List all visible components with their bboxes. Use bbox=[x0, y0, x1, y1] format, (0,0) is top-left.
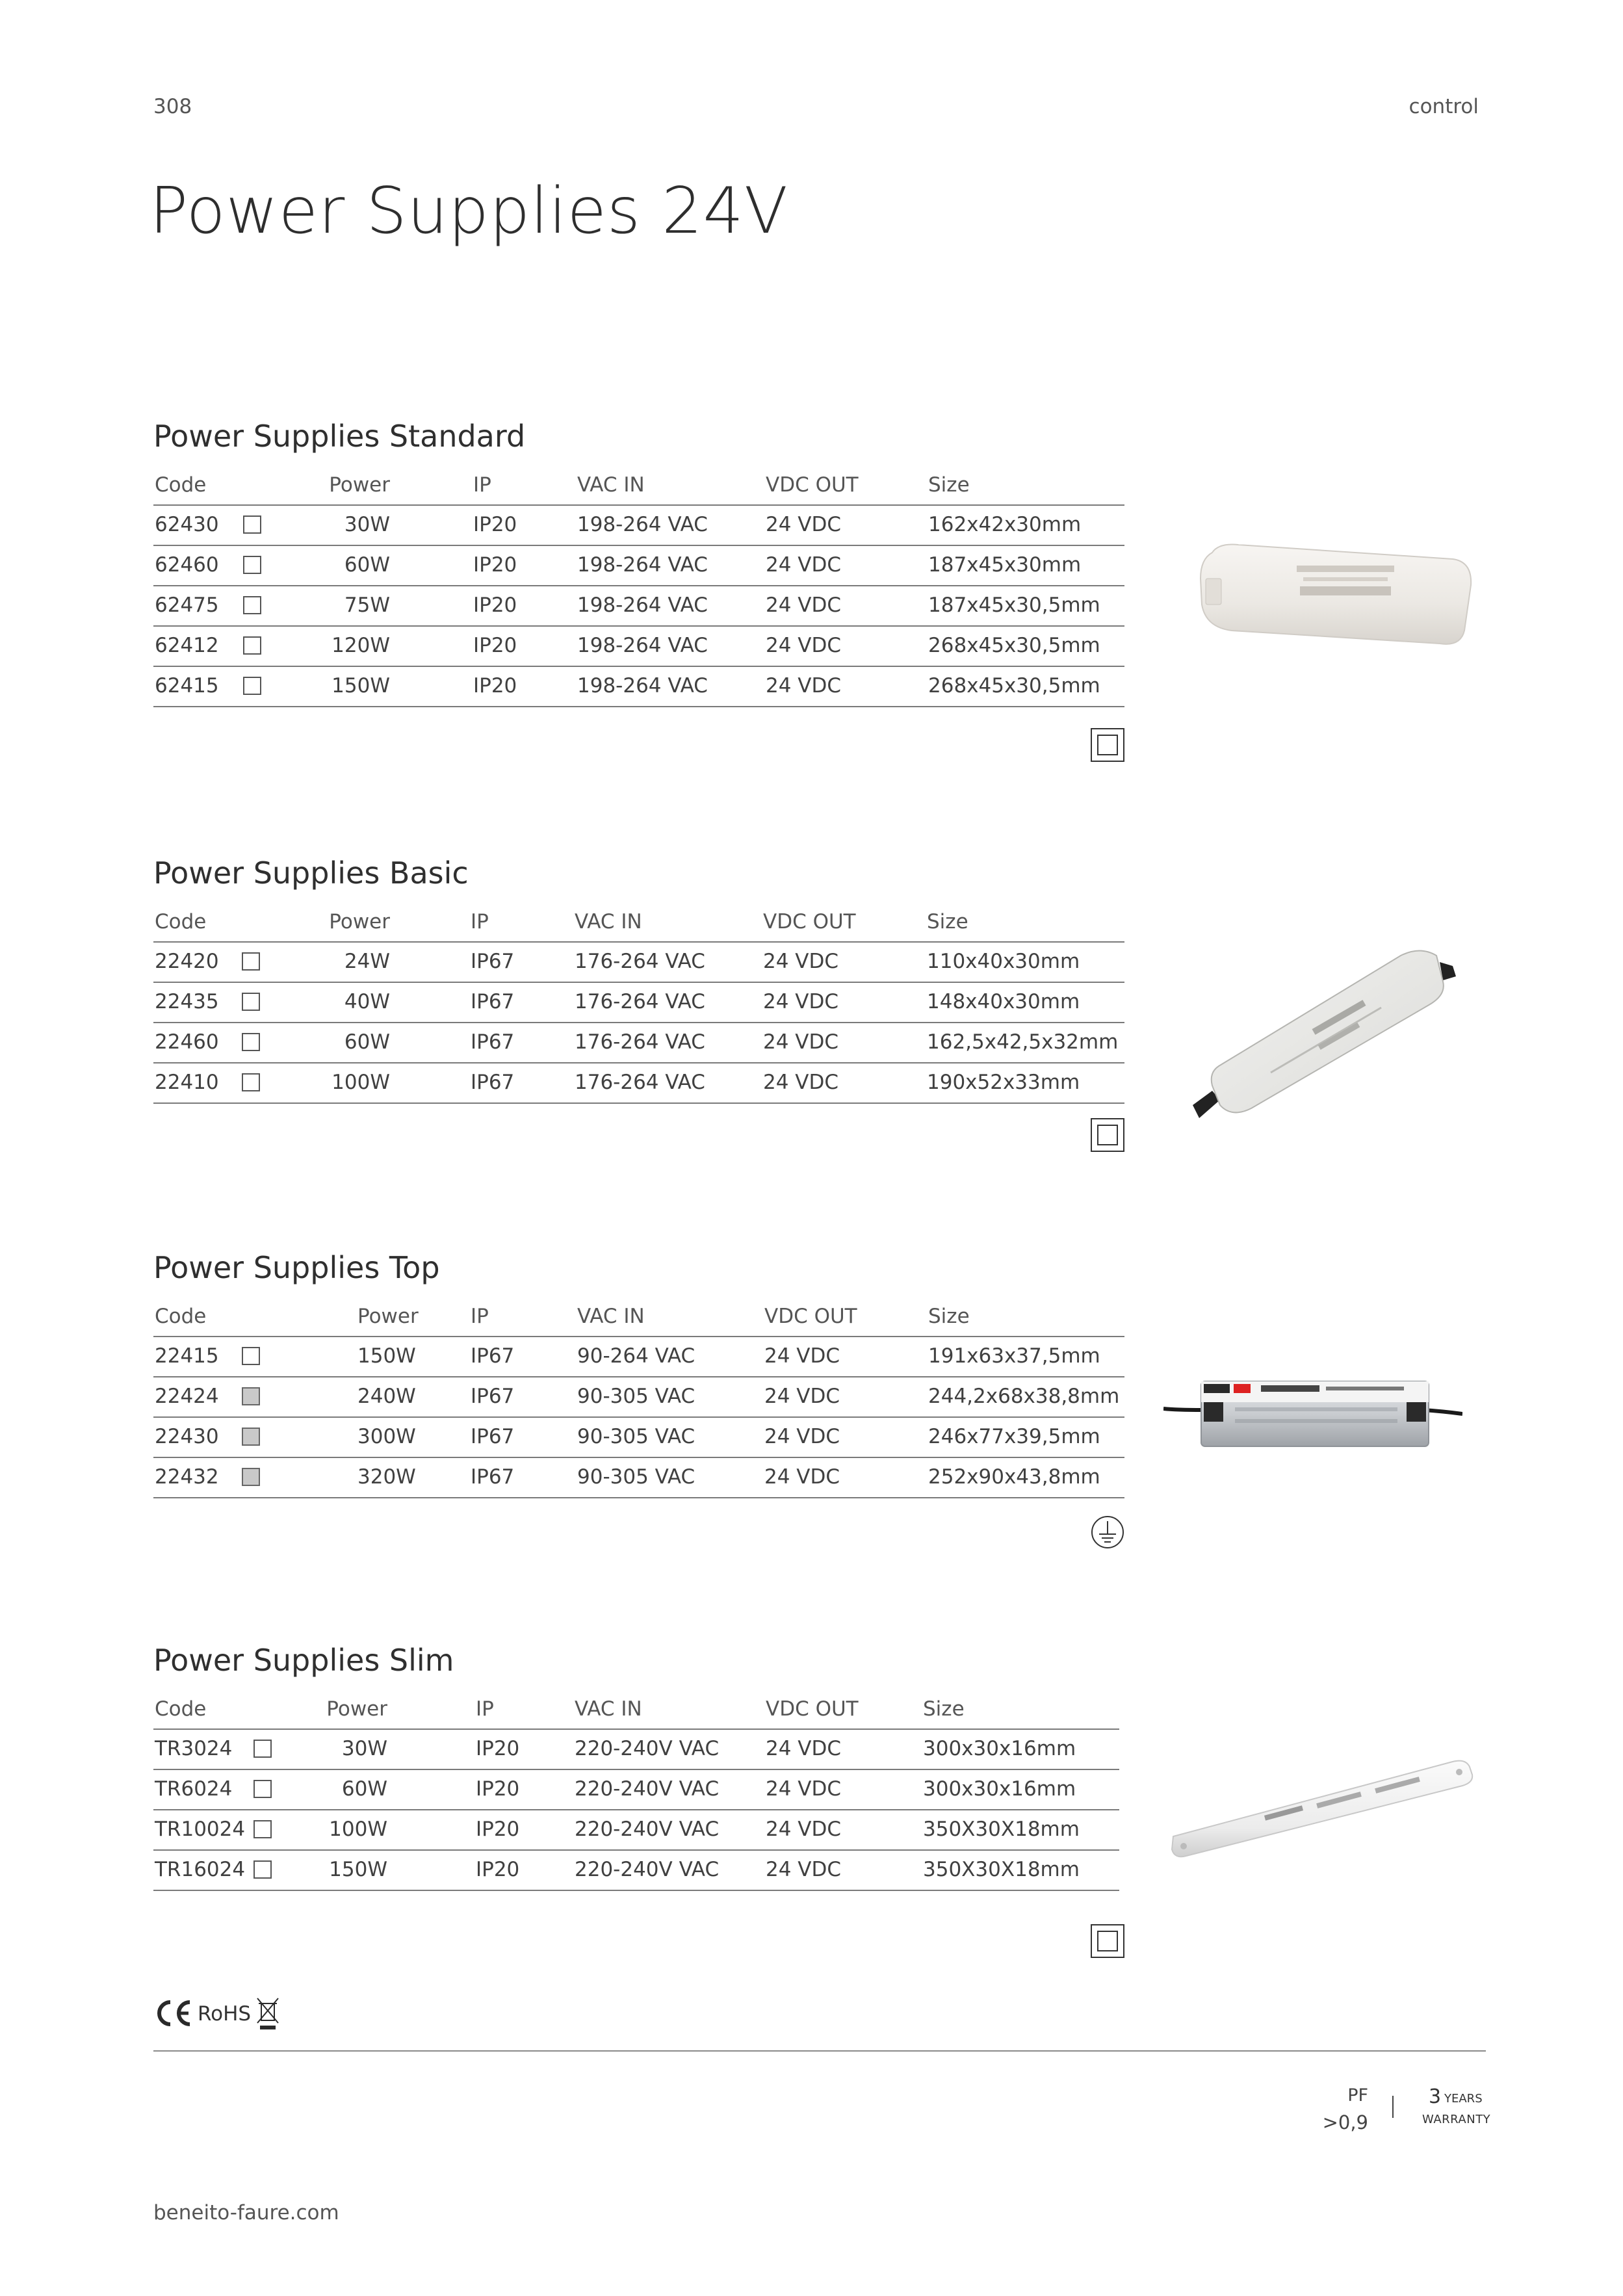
header-size: Size bbox=[928, 473, 970, 497]
ip-cell: IP67 bbox=[471, 1385, 515, 1408]
pf-label: PF bbox=[1347, 2085, 1368, 2106]
code-cell: 62475 bbox=[155, 594, 219, 617]
table-header bbox=[153, 905, 1124, 943]
vdc-out-cell: 24 VDC bbox=[763, 950, 839, 973]
table-row bbox=[153, 667, 1124, 707]
table-row bbox=[153, 506, 1124, 546]
code-cell: 22410 bbox=[155, 1071, 219, 1094]
pf-value: >0,9 bbox=[1322, 2111, 1368, 2133]
power-supply-standard-image bbox=[1193, 540, 1479, 650]
section-title-standard: Power Supplies Standard bbox=[153, 419, 526, 454]
class-ii-checkbox bbox=[253, 1740, 272, 1758]
power-cell: 24W bbox=[344, 950, 390, 973]
ip-cell: IP20 bbox=[473, 634, 517, 657]
header-vdc-out: VDC OUT bbox=[766, 1697, 859, 1721]
table-row bbox=[153, 546, 1124, 586]
page-number: 308 bbox=[153, 95, 192, 118]
ip-cell: IP67 bbox=[471, 1425, 515, 1448]
vdc-out-cell: 24 VDC bbox=[766, 674, 842, 698]
table-row bbox=[153, 1730, 1119, 1770]
size-cell: 246x77x39,5mm bbox=[928, 1425, 1100, 1448]
size-cell: 268x45x30,5mm bbox=[928, 674, 1100, 698]
power-cell: 120W bbox=[331, 634, 390, 657]
code-cell: TR3024 bbox=[155, 1737, 233, 1760]
header-ip: IP bbox=[476, 1697, 494, 1721]
code-cell: TR6024 bbox=[155, 1777, 233, 1801]
size-cell: 191x63x37,5mm bbox=[928, 1344, 1100, 1368]
section-title-slim: Power Supplies Slim bbox=[153, 1643, 454, 1678]
table-header bbox=[153, 1299, 1124, 1337]
vdc-out-cell: 24 VDC bbox=[764, 1425, 840, 1448]
vdc-out-cell: 24 VDC bbox=[764, 1385, 840, 1408]
vac-in-cell: 90-305 VAC bbox=[577, 1465, 695, 1489]
size-cell: 190x52x33mm bbox=[927, 1071, 1080, 1094]
header-ip: IP bbox=[473, 473, 491, 497]
vac-in-cell: 198-264 VAC bbox=[577, 594, 708, 617]
section-title-top: Power Supplies Top bbox=[153, 1250, 440, 1285]
power-cell: 100W bbox=[329, 1818, 387, 1841]
power-cell: 100W bbox=[331, 1071, 390, 1094]
vdc-out-cell: 24 VDC bbox=[764, 1465, 840, 1489]
vac-in-cell: 90-305 VAC bbox=[577, 1385, 695, 1408]
code-cell: 22435 bbox=[155, 990, 219, 1013]
code-cell: 22460 bbox=[155, 1030, 219, 1054]
header-vdc-out: VDC OUT bbox=[766, 473, 859, 497]
ip-cell: IP67 bbox=[471, 950, 515, 973]
code-cell: 22424 bbox=[155, 1385, 219, 1408]
vac-in-cell: 198-264 VAC bbox=[577, 634, 708, 657]
warranty-label: WARRANTY bbox=[1422, 2113, 1491, 2126]
code-cell: 22432 bbox=[155, 1465, 219, 1489]
vac-in-cell: 176-264 VAC bbox=[575, 1030, 705, 1054]
vac-in-cell: 220-240V VAC bbox=[575, 1737, 720, 1760]
vac-in-cell: 220-240V VAC bbox=[575, 1777, 720, 1801]
code-cell: 22420 bbox=[155, 950, 219, 973]
power-cell: 60W bbox=[344, 1030, 390, 1054]
power-cell: 30W bbox=[344, 513, 390, 536]
power-cell: 60W bbox=[341, 1777, 387, 1801]
header-code: Code bbox=[155, 473, 207, 497]
ip-cell: IP20 bbox=[473, 513, 517, 536]
table-row bbox=[153, 1851, 1119, 1891]
header-ip: IP bbox=[471, 1305, 489, 1328]
class-ii-checkbox bbox=[242, 993, 260, 1011]
vdc-out-cell: 24 VDC bbox=[766, 1777, 842, 1801]
class-ii-icon bbox=[1091, 1118, 1124, 1152]
size-cell: 268x45x30,5mm bbox=[928, 634, 1100, 657]
power-cell: 150W bbox=[331, 674, 390, 698]
weee-bin-icon bbox=[255, 1996, 281, 2031]
table-row bbox=[153, 627, 1124, 667]
ip-cell: IP20 bbox=[476, 1737, 520, 1760]
header-power: Power bbox=[326, 1697, 387, 1721]
vdc-out-cell: 24 VDC bbox=[766, 553, 842, 577]
vac-in-cell: 176-264 VAC bbox=[575, 990, 705, 1013]
vdc-out-cell: 24 VDC bbox=[766, 1737, 842, 1760]
header-vac-in: VAC IN bbox=[577, 1305, 645, 1328]
class-ii-checkbox bbox=[242, 1033, 260, 1051]
class-ii-checkbox bbox=[243, 556, 261, 574]
class-i-checkbox bbox=[242, 1468, 260, 1486]
class-ii-checkbox bbox=[242, 1347, 260, 1365]
header-code: Code bbox=[155, 1305, 207, 1328]
power-cell: 30W bbox=[341, 1737, 387, 1760]
table-header bbox=[153, 468, 1124, 506]
page-title: Power Supplies 24V bbox=[149, 174, 788, 248]
warranty-years: YEARS bbox=[1444, 2092, 1483, 2106]
header-power: Power bbox=[329, 910, 390, 933]
table-row bbox=[153, 1458, 1124, 1498]
ip-cell: IP67 bbox=[471, 990, 515, 1013]
vac-in-cell: 90-305 VAC bbox=[577, 1425, 695, 1448]
header-vdc-out: VDC OUT bbox=[764, 1305, 857, 1328]
header-code: Code bbox=[155, 910, 207, 933]
class-ii-icon bbox=[1091, 728, 1124, 762]
size-cell: 300x30x16mm bbox=[923, 1737, 1076, 1760]
section-label: control bbox=[1409, 95, 1479, 118]
header-power: Power bbox=[329, 473, 390, 497]
ip-cell: IP67 bbox=[471, 1071, 515, 1094]
vdc-out-cell: 24 VDC bbox=[763, 1030, 839, 1054]
table-row bbox=[153, 943, 1124, 983]
table-row bbox=[153, 1023, 1124, 1063]
class-ii-checkbox bbox=[243, 596, 261, 614]
code-cell: 62430 bbox=[155, 513, 219, 536]
vdc-out-cell: 24 VDC bbox=[763, 1071, 839, 1094]
size-cell: 148x40x30mm bbox=[927, 990, 1080, 1013]
class-ii-checkbox bbox=[242, 1073, 260, 1091]
class-ii-checkbox bbox=[242, 952, 260, 971]
header-size: Size bbox=[927, 910, 968, 933]
vdc-out-cell: 24 VDC bbox=[764, 1344, 840, 1368]
header-power: Power bbox=[357, 1305, 419, 1328]
vac-in-cell: 198-264 VAC bbox=[577, 674, 708, 698]
class-ii-checkbox bbox=[253, 1820, 272, 1838]
table-row bbox=[153, 983, 1124, 1023]
power-cell: 40W bbox=[344, 990, 390, 1013]
table-top bbox=[153, 1299, 1124, 1498]
vac-in-cell: 90-264 VAC bbox=[577, 1344, 695, 1368]
code-cell: TR16024 bbox=[155, 1858, 246, 1881]
ce-mark-icon bbox=[153, 2000, 192, 2027]
size-cell: 244,2x68x38,8mm bbox=[928, 1385, 1120, 1408]
ip-cell: IP67 bbox=[471, 1344, 515, 1368]
vdc-out-cell: 24 VDC bbox=[766, 1818, 842, 1841]
ip-cell: IP20 bbox=[473, 594, 517, 617]
code-cell: 62412 bbox=[155, 634, 219, 657]
power-supply-top-image bbox=[1163, 1362, 1462, 1459]
power-cell: 240W bbox=[357, 1385, 416, 1408]
class-ii-checkbox bbox=[243, 515, 261, 534]
ip-cell: IP20 bbox=[476, 1858, 520, 1881]
footer-divider bbox=[153, 2050, 1486, 2052]
vac-in-cell: 220-240V VAC bbox=[575, 1818, 720, 1841]
ip-cell: IP20 bbox=[476, 1777, 520, 1801]
table-slim bbox=[153, 1692, 1119, 1891]
class-ii-checkbox bbox=[243, 677, 261, 695]
header-code: Code bbox=[155, 1697, 207, 1721]
table-row bbox=[153, 1377, 1124, 1418]
ip-cell: IP67 bbox=[471, 1030, 515, 1054]
section-title-basic: Power Supplies Basic bbox=[153, 855, 469, 891]
vdc-out-cell: 24 VDC bbox=[763, 990, 839, 1013]
header-size: Size bbox=[928, 1305, 970, 1328]
size-cell: 350X30X18mm bbox=[923, 1818, 1080, 1841]
code-cell: 22430 bbox=[155, 1425, 219, 1448]
size-cell: 187x45x30mm bbox=[928, 553, 1082, 577]
ip-cell: IP20 bbox=[473, 674, 517, 698]
power-cell: 60W bbox=[344, 553, 390, 577]
table-standard bbox=[153, 468, 1124, 707]
table-row bbox=[153, 1063, 1124, 1104]
size-cell: 252x90x43,8mm bbox=[928, 1465, 1100, 1489]
table-row bbox=[153, 1810, 1119, 1851]
class-i-checkbox bbox=[242, 1387, 260, 1405]
class-ii-icon bbox=[1091, 1924, 1124, 1958]
vac-in-cell: 176-264 VAC bbox=[575, 1071, 705, 1094]
warranty-number: 3 bbox=[1429, 2085, 1442, 2108]
table-row bbox=[153, 586, 1124, 627]
code-cell: TR10024 bbox=[155, 1818, 246, 1841]
header-size: Size bbox=[923, 1697, 965, 1721]
code-cell: 62460 bbox=[155, 553, 219, 577]
table-row bbox=[153, 1418, 1124, 1458]
size-cell: 110x40x30mm bbox=[927, 950, 1080, 973]
vdc-out-cell: 24 VDC bbox=[766, 634, 842, 657]
table-header bbox=[153, 1692, 1119, 1730]
code-cell: 62415 bbox=[155, 674, 219, 698]
header-vac-in: VAC IN bbox=[575, 1697, 642, 1721]
table-basic bbox=[153, 905, 1124, 1104]
power-cell: 150W bbox=[357, 1344, 416, 1368]
ip-cell: IP20 bbox=[476, 1818, 520, 1841]
class-ii-checkbox bbox=[253, 1860, 272, 1879]
website-link[interactable]: beneito-faure.com bbox=[153, 2201, 339, 2224]
power-cell: 320W bbox=[357, 1465, 416, 1489]
ip-cell: IP67 bbox=[471, 1465, 515, 1489]
vac-in-cell: 220-240V VAC bbox=[575, 1858, 720, 1881]
header-vdc-out: VDC OUT bbox=[763, 910, 856, 933]
header-vac-in: VAC IN bbox=[577, 473, 645, 497]
size-cell: 162,5x42,5x32mm bbox=[927, 1030, 1119, 1054]
vdc-out-cell: 24 VDC bbox=[766, 513, 842, 536]
vdc-out-cell: 24 VDC bbox=[766, 1858, 842, 1881]
header-vac-in: VAC IN bbox=[575, 910, 642, 933]
ip-cell: IP20 bbox=[473, 553, 517, 577]
power-cell: 150W bbox=[329, 1858, 387, 1881]
size-cell: 187x45x30,5mm bbox=[928, 594, 1100, 617]
table-row bbox=[153, 1337, 1124, 1377]
earth-ground-icon bbox=[1090, 1515, 1125, 1550]
footer-separator bbox=[1392, 2096, 1394, 2118]
power-supply-basic-image bbox=[1180, 943, 1459, 1131]
size-cell: 350X30X18mm bbox=[923, 1858, 1080, 1881]
vac-in-cell: 198-264 VAC bbox=[577, 553, 708, 577]
class-i-checkbox bbox=[242, 1428, 260, 1446]
size-cell: 162x42x30mm bbox=[928, 513, 1082, 536]
class-ii-checkbox bbox=[243, 636, 261, 655]
power-cell: 300W bbox=[357, 1425, 416, 1448]
class-ii-checkbox bbox=[253, 1780, 272, 1798]
code-cell: 22415 bbox=[155, 1344, 219, 1368]
vac-in-cell: 198-264 VAC bbox=[577, 513, 708, 536]
power-cell: 75W bbox=[344, 594, 390, 617]
header-ip: IP bbox=[471, 910, 489, 933]
size-cell: 300x30x16mm bbox=[923, 1777, 1076, 1801]
vdc-out-cell: 24 VDC bbox=[766, 594, 842, 617]
power-supply-slim-image bbox=[1167, 1749, 1479, 1859]
rohs-label: RoHS bbox=[198, 2002, 252, 2026]
table-row bbox=[153, 1770, 1119, 1810]
vac-in-cell: 176-264 VAC bbox=[575, 950, 705, 973]
